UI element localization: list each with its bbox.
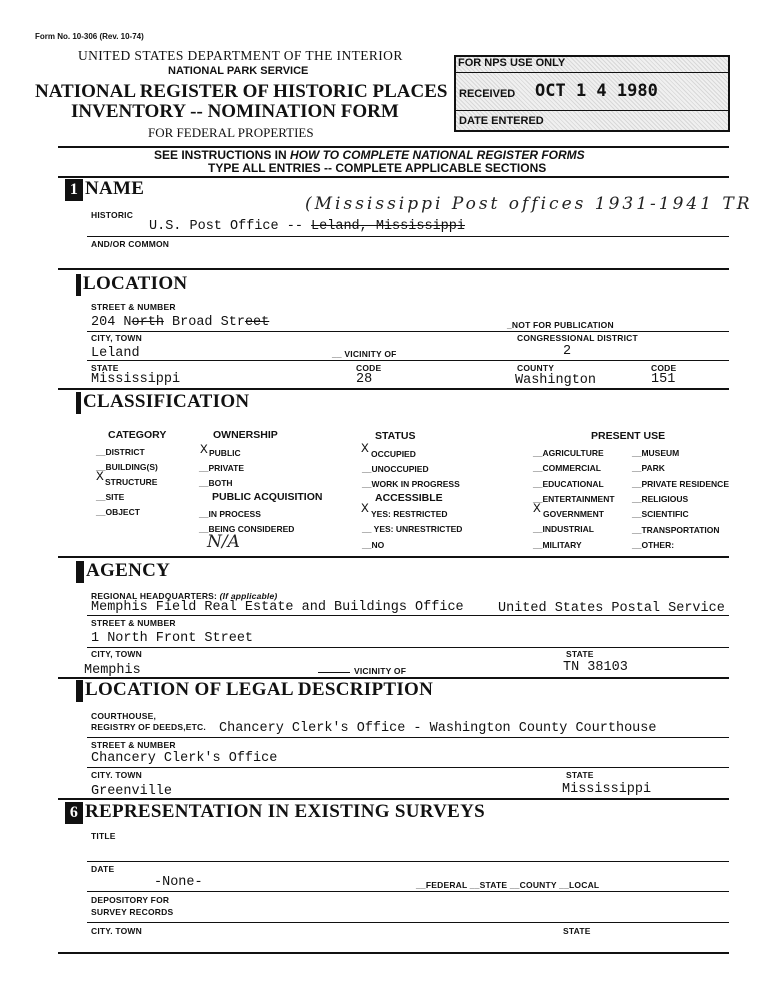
option-yes-restricted[interactable]: YES: RESTRICTED	[371, 509, 448, 519]
street-value: 204 North Broad Street	[91, 315, 270, 330]
option-military[interactable]: __MILITARY	[533, 540, 582, 550]
option-public[interactable]: PUBLIC	[209, 448, 241, 458]
option-private[interactable]: __PRIVATE	[199, 463, 245, 473]
congressional-district-label: CONGRESSIONAL DISTRICT	[517, 333, 638, 343]
option-occupied[interactable]: OCCUPIED	[371, 449, 416, 459]
agency-street-label: STREET & NUMBER	[91, 618, 176, 628]
agency-city-label: CITY, TOWN	[91, 649, 142, 659]
section-legal-description-heading: LOCATION OF LEGAL DESCRIPTION	[76, 679, 433, 702]
na-handwritten: N/A	[207, 532, 240, 552]
option-structure[interactable]: STRUCTURE	[105, 477, 158, 487]
not-for-publication[interactable]: _NOT FOR PUBLICATION	[507, 320, 614, 330]
option-private-residence[interactable]: __PRIVATE RESIDENCE	[632, 479, 729, 489]
form-number: Form No. 10-306 (Rev. 10-74)	[35, 32, 144, 41]
legal-city-value: Greenville	[91, 784, 173, 799]
option-yes-unrestricted[interactable]: __ YES: UNRESTRICTED	[362, 524, 463, 534]
county-code-value: 151	[651, 372, 676, 387]
option-in-process[interactable]: __IN PROCESS	[199, 509, 261, 519]
city-value: Leland	[91, 346, 140, 361]
option-park[interactable]: __PARK	[632, 463, 665, 473]
state-code-label: CODE	[356, 363, 382, 373]
agency-name-value: United States Postal Service	[498, 601, 725, 616]
instructions-line2: TYPE ALL ENTRIES -- COMPLETE APPLICABLE SECTIONS	[208, 161, 547, 175]
regional-hq-label: REGIONAL HEADQUARTERS: (If applicable)	[91, 591, 278, 601]
option-transportation[interactable]: __TRANSPORTATION	[632, 525, 720, 535]
option-educational[interactable]: __EDUCATIONAL	[533, 479, 604, 489]
county-value: Washington	[515, 373, 597, 388]
option-agriculture[interactable]: __AGRICULTURE	[533, 448, 604, 458]
option-entertainment[interactable]: __ENTERTAINMENT	[533, 494, 615, 504]
agency-city-value: Memphis	[84, 663, 141, 678]
status-header: STATUS	[375, 430, 416, 442]
accessible-check-mark: X	[361, 501, 369, 516]
option-scientific[interactable]: __SCIENTIFIC	[632, 509, 689, 519]
legal-state-value: Mississippi	[562, 782, 652, 797]
depository-label-2: SURVEY RECORDS	[91, 907, 174, 917]
option-object[interactable]: __OBJECT	[96, 507, 140, 517]
ownership-header: OWNERSHIP	[213, 429, 278, 441]
survey-title-label: TITLE	[91, 831, 116, 841]
handwritten-annotation: (Mississippi Post offices 1931-1941 TR	[305, 194, 753, 214]
legal-city-label: CITY. TOWN	[91, 770, 142, 780]
section-name-heading: 1 NAME	[65, 178, 144, 201]
section-location-heading: LOCATION	[76, 273, 187, 296]
state-value: Mississippi	[91, 372, 181, 387]
public-acquisition-header: PUBLIC ACQUISITION	[212, 491, 323, 503]
survey-date-value: -None-	[154, 875, 203, 890]
regional-hq-value: Memphis Field Real Estate and Buildings Office	[91, 600, 464, 615]
agency-state-label: STATE	[566, 649, 594, 659]
section-classification-heading: CLASSIFICATION	[76, 391, 249, 414]
section-number-6: 6	[65, 802, 83, 824]
survey-levels[interactable]: __FEDERAL __STATE __COUNTY __LOCAL	[416, 880, 600, 890]
legal-street-label: STREET & NUMBER	[91, 740, 176, 750]
common-label: AND/OR COMMON	[91, 239, 170, 249]
category-header: CATEGORY	[108, 429, 167, 441]
survey-date-label: DATE	[91, 864, 115, 874]
option-commercial[interactable]: __COMMERCIAL	[533, 463, 602, 473]
option-religious[interactable]: __RELIGIOUS	[632, 494, 689, 504]
historic-label: HISTORIC	[91, 210, 134, 220]
courthouse-label: COURTHOUSE,	[91, 711, 157, 721]
survey-city-label: CITY. TOWN	[91, 926, 142, 936]
section-agency-heading: AGENCY	[76, 560, 170, 583]
option-industrial[interactable]: __INDUSTRIAL	[533, 524, 594, 534]
status-check-mark: X	[361, 441, 369, 456]
date-entered-label: DATE ENTERED	[459, 115, 544, 127]
category-check-mark: X	[96, 469, 104, 484]
option-other[interactable]: __OTHER:	[632, 540, 675, 550]
form-title-line1: NATIONAL REGISTER OF HISTORIC PLACES	[35, 81, 448, 102]
registry-label: REGISTRY OF DEEDS,ETC.	[91, 722, 206, 732]
option-site[interactable]: __SITE	[96, 492, 125, 502]
option-government[interactable]: GOVERNMENT	[543, 509, 604, 519]
county-code-label: CODE	[651, 363, 677, 373]
depository-label-1: DEPOSITORY FOR	[91, 895, 170, 905]
accessible-header: ACCESSIBLE	[375, 492, 443, 504]
nps-box-title: FOR NPS USE ONLY	[458, 57, 566, 69]
section-number-1: 1	[65, 179, 83, 201]
section-surveys-heading: 6 REPRESENTATION IN EXISTING SURVEYS	[65, 801, 485, 824]
state-code-value: 28	[356, 372, 373, 387]
option-buildings[interactable]: __BUILDING(S)	[96, 462, 158, 472]
present-use-header: PRESENT USE	[591, 430, 666, 442]
county-label: COUNTY	[517, 363, 555, 373]
state-label: STATE	[91, 363, 119, 373]
instructions-line1: SEE INSTRUCTIONS IN HOW TO COMPLETE NATIONAL REGISTER FORMS	[154, 148, 585, 162]
district-value: 2	[563, 344, 572, 359]
street-label: STREET & NUMBER	[91, 302, 176, 312]
city-label: CITY, TOWN	[91, 333, 142, 343]
ownership-check-mark: X	[200, 442, 208, 457]
legal-street-value: Chancery Clerk's Office	[91, 751, 278, 766]
present-use-check-mark: X	[533, 501, 541, 516]
agency-state-value: TN 38103	[563, 660, 628, 675]
option-museum[interactable]: __MUSEUM	[632, 448, 680, 458]
department-name: UNITED STATES DEPARTMENT OF THE INTERIOR	[78, 48, 403, 63]
form-subtitle: FOR FEDERAL PROPERTIES	[148, 125, 314, 140]
option-both[interactable]: __BOTH	[199, 478, 233, 488]
received-label: RECEIVED	[459, 88, 516, 100]
registry-value: Chancery Clerk's Office - Washington County Courthouse	[219, 721, 657, 736]
received-stamp: OCT 1 4 1980	[535, 81, 658, 101]
vicinity-of[interactable]: __ VICINITY OF	[332, 349, 397, 359]
option-work-in-progress[interactable]: __WORK IN PROGRESS	[362, 479, 460, 489]
service-name: NATIONAL PARK SERVICE	[168, 65, 309, 77]
option-unoccupied[interactable]: __UNOCCUPIED	[362, 464, 429, 474]
form-title-line2: INVENTORY -- NOMINATION FORM	[71, 101, 399, 122]
agency-street-value: 1 North Front Street	[91, 631, 254, 646]
historic-value: U.S. Post Office -- Leland, Mississippi	[149, 219, 465, 234]
option-being-considered[interactable]: __BEING CONSIDERED	[199, 524, 295, 534]
agency-vicinity-of[interactable]: VICINITY OF	[354, 666, 407, 676]
option-district[interactable]: __DISTRICT	[96, 447, 145, 457]
option-no[interactable]: __NO	[362, 540, 385, 550]
legal-state-label: STATE	[566, 770, 594, 780]
survey-state-label: STATE	[563, 926, 591, 936]
